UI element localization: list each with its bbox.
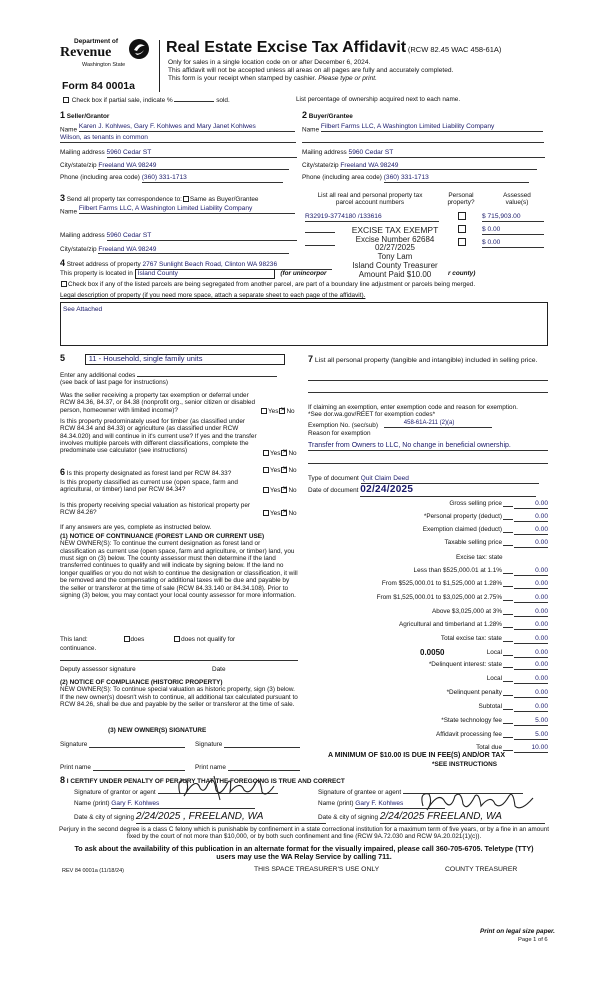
exemption-text: If claiming an exemption, enter exemption code and reason for exemption. *See dor.wa.gov/REET for exemption codes* [308, 404, 518, 419]
additional-codes-field[interactable] [137, 376, 277, 377]
grantor-sig-row: Signature of grantor or agent [74, 789, 278, 796]
stamp-line6: Amount Paid $10.00 [358, 270, 432, 280]
grantee-date-field[interactable]: 2/24/2025 FREELAND, WA [380, 811, 545, 824]
perjury-note: Perjury in the second degree is a class C felony which is punishable by confinement in a state correctional institution for a maximum term of five years, or by a fine in an amount fixed by the court of not more than $10,000, or by both such confinement and fine (RCW 9A.72.030 and RCW 9A.20.021(1)(c)). [59, 826, 549, 841]
grantee-name-row: Name (print) Gary F. Kohlwes [318, 800, 445, 809]
calc-row-0-leader [503, 506, 513, 507]
calc-row-0-value[interactable]: 0.00 [514, 500, 548, 509]
parcel-line-2[interactable] [305, 232, 335, 233]
doc-date-row: Date of document 02/24/2025 [308, 484, 536, 497]
section5-row: 5 11 - Household, single family units [60, 353, 285, 365]
excise-state-label: Excise tax: state [456, 554, 503, 561]
stamp-line1: EXCISE TAX EXEMPT [351, 225, 439, 235]
calc2-row-0-value[interactable]: 0.00 [514, 661, 548, 670]
header-divider [159, 40, 160, 92]
assessed-value-3[interactable]: $ 0.00 [482, 239, 544, 248]
header-line3: This form is your receipt when stamped by cashier. Please type or print. [168, 75, 377, 83]
title-ref: (RCW 82.45 WAC 458-61A) [407, 45, 502, 54]
legal-size-note: Print on legal size paper. [480, 928, 555, 935]
parcel-line-3[interactable] [305, 245, 335, 246]
page-title: Real Estate Excise Tax Affidavit [166, 39, 407, 56]
personal-property-checkbox-1[interactable] [458, 212, 466, 220]
seller-phone-row: Phone (including area code) (360) 331-1713 [60, 174, 296, 183]
assessed-value-1[interactable]: $ 715,903.00 [482, 213, 544, 222]
section3-city-row: City/state/zip Freeland WA 98249 [60, 246, 296, 255]
section3-name-field[interactable]: Filbert Farms LLC, A Washington Limited Liability Company [79, 205, 295, 214]
notice1: (1) NOTICE OF CONTINUANCE (FOREST LAND OR CURRENT USE) NEW OWNER(S): To continue the current designation as forest land or classification as current use (open space, farm and agriculture, or timber) land, you must sign on (3) below. The county assessor must then determine if the land transferred continues to qualify and will indicate by signing below. If the land no longer qualifies or you do not wish to continue the designation or classification, it will be removed and the compensating or additional taxes will be due and payable by the seller or transferor at the time of sale (RCW 84.33.140 or 84.34.108). Prior to signing (3) below, you may contact your local county assessor for more information. [60, 533, 298, 599]
page-title-row [166, 39, 501, 57]
reason-field[interactable]: Transfer from Owners to LLC, No change in beneficial ownership. [308, 442, 548, 451]
forest-question: 6 Is this property designated as forest land per RCW 84.33? [60, 467, 232, 477]
calc-row-1-leader [503, 519, 513, 520]
owner-sig-label-2: Signature [195, 741, 223, 748]
buyer-name-field[interactable]: Filbert Farms LLC, A Washington Limited Liability Company [321, 123, 543, 132]
buyer-city-field[interactable]: Freeland WA 98249 [340, 162, 537, 171]
exemption-question: Was the seller receiving a property tax exemption or deferral under RCW 84.36, 84.37, or 84.38 (nonprofit org., senior citizen or disabled person, homeowner with limited income)? [60, 392, 256, 414]
calc2-row-1-label: Local [486, 675, 502, 682]
grantee-sig-row: Signature of grantee or agent [318, 789, 523, 796]
grantor-name-field[interactable]: Gary F. Kohlwes [111, 800, 255, 809]
calc-row-0-label: Gross selling price [449, 500, 502, 507]
grantor-signature-image [170, 772, 282, 802]
q5-no-checkbox[interactable] [281, 510, 287, 516]
personal-property-checkbox-3[interactable] [458, 238, 466, 246]
bracket-4-value[interactable]: 0.00 [514, 621, 548, 630]
q2-no-checkbox[interactable] [281, 450, 287, 456]
section7-label: 7 List all personal property (tangible and intangible) included in selling price. [308, 354, 538, 364]
calc-row-3-leader [503, 545, 513, 546]
calc2-row-2-value[interactable]: 0.00 [514, 689, 548, 698]
stamp-line3: 02/27/2025 [374, 243, 416, 253]
local-rate: 0.0050 [420, 648, 445, 657]
buyer-phone-row: Phone (including area code) (360) 331-1713 [302, 174, 544, 183]
bracket-2-label: From $1,525,000.01 to $3,025,000 at 2.75% [376, 594, 502, 601]
buyer-name-row: Name Filbert Farms LLC, A Washington Limited Liability Company [302, 123, 544, 134]
bracket-3-leader [503, 614, 513, 615]
owner-print-label-1: Print name [60, 764, 91, 771]
section3-mail-field[interactable]: 5960 Cedar ST [107, 232, 297, 241]
calc2-row-1-value[interactable]: 0.00 [514, 675, 548, 684]
calc2-row-1-leader [503, 681, 513, 682]
bracket-5-leader [503, 641, 513, 642]
treasurer-stamp [340, 226, 450, 280]
alt-format-note: To ask about the availability of this publication in an alternate format for the visually impaired, please call 360-705-6705. Teletype (TTY) users may use the WA Relay Service by calling 711. [74, 844, 534, 862]
legal-desc-label: Legal description of property (if you need more space, attach a separate sheet to each page of the affidavit). [60, 292, 366, 299]
local-tax-value[interactable]: 0.00 [514, 649, 548, 658]
calc-row-2-value[interactable]: 0.00 [514, 526, 548, 535]
calc2-row-4-value[interactable]: 5.00 [514, 717, 548, 726]
calc2-row-2-leader [503, 695, 513, 696]
reason-line-2[interactable] [308, 463, 548, 464]
bracket-1-label: From $525,000.01 to $1,525,000 at 1.28% [381, 580, 502, 587]
grantee-name-field[interactable]: Gary F. Kohlwes [355, 800, 445, 809]
local-tax-label: Local [486, 649, 502, 656]
section3-mail-row: Mailing address 5960 Cedar ST [60, 232, 296, 241]
bracket-2-value[interactable]: 0.00 [514, 594, 548, 603]
calc-row-2-leader [503, 532, 513, 533]
deputy-sig-line[interactable] [60, 660, 298, 661]
this-land-row: This land: does does not qualify for [60, 636, 236, 643]
revenue-label: Revenue [60, 45, 112, 60]
county-field[interactable]: Island County [135, 269, 275, 279]
parcel-number-field[interactable]: R32919-3774180 /133616 [305, 213, 439, 222]
buyer-name-field-2[interactable] [302, 134, 544, 143]
q3-yes-checkbox[interactable] [263, 467, 269, 473]
page-number: Page 1 of 6 [518, 937, 548, 943]
county-tail: r county) [448, 270, 476, 277]
seller-mail-row: Mailing address 5960 Cedar ST [60, 149, 296, 158]
calc2-row-4-leader [503, 723, 513, 724]
bracket-1-leader [503, 586, 513, 587]
minimum-note: A MINIMUM OF $10.00 IS DUE IN FEE(S) AND/OR TAX [328, 752, 506, 759]
bracket-0-value[interactable]: 0.00 [514, 567, 548, 576]
calc2-row-5-leader [503, 737, 513, 738]
seller-section: 1 Seller/Grantor Name Karen J. Kohlwes, Gary F. Kohlwes and Mary Janet Kohlwes Wilson, as tenants in common Mailing address 5960 Cedar ST City/state/zip Freeland WA 98249 Phone (including area code) (360) 331-1713 [60, 110, 296, 183]
q2-yes-checkbox[interactable] [263, 450, 269, 456]
calc-row-1-value[interactable]: 0.00 [514, 513, 548, 522]
header-line1: Only for sales in a single location code on or after December 6, 2024. [168, 59, 371, 66]
owner-print-label-2: Print name [195, 764, 226, 771]
bracket-5-value[interactable]: 0.00 [514, 635, 548, 644]
buyer-phone-field[interactable]: (360) 331-1713 [384, 174, 529, 183]
buyer-mail-field[interactable]: 5960 Cedar ST [349, 149, 545, 158]
buyer-heading: Buyer/Grantee [308, 113, 353, 120]
certify-row: 8 I CERTIFY UNDER PENALTY OF PERJURY THAT THE FOREGOING IS TRUE AND CORRECT [60, 775, 345, 785]
seller-name-field-2[interactable]: Wilson, as tenants in common [60, 134, 296, 143]
calc2-row-0-label: *Delinquent interest: state [428, 661, 502, 668]
calc2-row-5-value[interactable]: 5.00 [514, 731, 548, 740]
header-instructions [168, 59, 548, 83]
grantee-date-row: Date & city of signing 2/24/2025 FREELAND, WA [318, 811, 545, 824]
calc2-row-2-label: *Delinquent penalty [446, 689, 502, 696]
grantor-date-row: Date & city of signing 2/24/2025 , FREELAND, WA [74, 811, 326, 824]
same-as-buyer-checkbox[interactable] [183, 196, 189, 202]
buyer-section: 2 Buyer/Grantee Name Filbert Farms LLC, A Washington Limited Liability Company Mailing address 5960 Cedar ST City/state/zip Freeland WA 98249 Phone (including area code) (360) 331-1713 [302, 110, 544, 183]
seller-city-row: City/state/zip Freeland WA 98249 [60, 162, 296, 171]
exemption-no-field[interactable]: 458-61A-211 (2)(a) [384, 420, 492, 428]
list-pct-note: List percentage of ownership acquired next to each name. [296, 96, 461, 103]
new-owner-sig-title: (3) NEW OWNER(S) SIGNATURE [108, 727, 207, 734]
header-line2: This affidavit will not be accepted unless all areas on all pages are fully and accurately completed. [168, 67, 454, 75]
calc2-row-3-leader [503, 709, 513, 710]
seller-heading: Seller/Grantor [66, 113, 110, 120]
current-use-question: Is this property classified as current use (open space, farm and agricultural, or timber) land per RCW 84.34? [60, 479, 238, 494]
calc2-row-3-value[interactable]: 0.00 [514, 703, 548, 712]
if-yes-note: If any answers are yes, complete as instructed below. [60, 524, 212, 531]
q3-no-checkbox[interactable] [281, 467, 287, 473]
land-use-code-field[interactable]: 11 - Household, single family units [85, 354, 285, 365]
street-address-field[interactable]: 2767 Sunlight Beach Road, Clinton WA 98236 [142, 261, 332, 270]
section4-located-row: This property is located in Island County (for unincorpor [60, 270, 327, 277]
calc2-row-6-value[interactable]: 10.00 [514, 744, 548, 753]
exemption-yesno: Yes✕ No [260, 408, 295, 415]
partial-sale-row [62, 97, 230, 104]
exemption-no-row: Exemption No. (sec/sub) 458-61A-211 (2)(a) [308, 420, 492, 429]
historic-question: Is this property receiving special valuation as historical property per RCW 84.26? [60, 502, 251, 517]
q1-yes-checkbox[interactable] [261, 408, 267, 414]
bracket-0-label: Less than $525,000.01 at 1.1% [413, 567, 502, 574]
q5-yes-checkbox[interactable] [263, 510, 269, 516]
segregated-row: Check box if any of the listed parcels are being segregated from another parcel, are part of a boundary line adjustment or parcels being merged. [60, 281, 475, 288]
current-use-yesno: Yes✕ No [262, 487, 297, 494]
bracket-4-label: Agricultural and timberland at 1.28% [398, 621, 502, 628]
calc-row-2-label: Exemption claimed (deduct) [422, 526, 502, 533]
personal-property-line-2[interactable] [308, 392, 548, 393]
bracket-5-label: Total excise tax: state [440, 635, 502, 642]
segregated-checkbox[interactable] [61, 281, 67, 287]
state-label: Washington State [82, 62, 126, 68]
forest-yesno: Yes✕ No [262, 467, 297, 474]
revenue-swirl-icon [128, 38, 150, 60]
calc2-row-6-label: Total due [476, 744, 502, 751]
partial-sale-checkbox[interactable] [63, 97, 69, 103]
stamp-line5: Island County Treasurer [352, 261, 438, 271]
doc-type-field[interactable]: Quit Claim Deed [361, 475, 539, 484]
seller-name-field[interactable]: Karen J. Kohlwes, Gary F. Kohlwes and Mary Janet Kohlwes [79, 123, 295, 132]
historic-yesno: Yes✕ No [262, 510, 297, 517]
continuance-label: continuance. [60, 645, 97, 652]
legal-description-field[interactable]: See Attached [60, 302, 548, 346]
notice2: (2) NOTICE OF COMPLIANCE (HISTORIC PROPERTY) NEW OWNER(S): To continue special valuation as historic property, sign (3) below. If the new owner(s) doesn't wish to continue, all additional tax calculated pursuant to RCW 84.26, shall be due and payable by the seller or transferor at the time of sale. [60, 679, 298, 709]
bracket-3-value[interactable]: 0.00 [514, 608, 548, 617]
calc-row-3-label: Taxable selling price [444, 539, 502, 546]
local-tax-leader [503, 655, 513, 656]
see-instructions: *SEE INSTRUCTIONS [432, 761, 497, 768]
calc2-row-5-label: Affidavit processing fee [436, 731, 502, 738]
deputy-label: Deputy assessor signature [60, 666, 136, 673]
seller-city-field[interactable]: Freeland WA 98249 [98, 162, 289, 171]
timber-yesno: Yes✕ No [262, 450, 297, 457]
revenue-logo [60, 38, 155, 82]
treasurer-use: THIS SPACE TREASURER'S USE ONLY [254, 866, 380, 873]
q4-no-checkbox[interactable] [281, 487, 287, 493]
section3-name-row: Name Filbert Farms LLC, A Washington Limited Liability Company [60, 205, 296, 216]
dept-label: Department of [74, 38, 119, 45]
calc-row-1-label: *Personal property (deduct) [423, 513, 502, 520]
stamp-line2: Excise Number 62684 [355, 234, 435, 244]
personal-property-line-1[interactable] [308, 380, 548, 381]
assessed-value-2[interactable]: $ 0.00 [482, 226, 544, 235]
seller-mail-field[interactable]: 5960 Cedar ST [107, 149, 297, 158]
sold-label: sold. [216, 97, 230, 104]
calc2-row-3-label: Subtotal [478, 703, 502, 710]
deputy-date-label: Date [212, 666, 226, 673]
does-not-checkbox[interactable] [174, 636, 180, 642]
q4-yes-checkbox[interactable] [263, 487, 269, 493]
bracket-0-leader [503, 573, 513, 574]
calc2-row-6-leader [503, 750, 513, 751]
personal-property-checkbox-2[interactable] [458, 225, 466, 233]
bracket-2-leader [503, 600, 513, 601]
section4-street-row: 4 Street address of property 2767 Sunlight Beach Road, Clinton WA 98236 [60, 258, 332, 270]
bracket-3-label: Above $3,025,000 at 3% [432, 608, 502, 615]
buyer-mail-row: Mailing address 5960 Cedar ST [302, 149, 544, 158]
partial-sale-label: Check box if partial sale, indicate % [71, 97, 173, 104]
additional-codes-row: Enter any additional codes (see back of last page for instructions) [60, 372, 296, 387]
grantor-date-field[interactable]: 2/24/2025 , FREELAND, WA [136, 811, 326, 824]
calc-row-3-value[interactable]: 0.00 [514, 539, 548, 548]
form-number: Form 84 0001a [62, 80, 135, 92]
seller-phone-field[interactable]: (360) 331-1713 [142, 174, 283, 183]
section3: 3 Send all property tax correspondence to: Same as Buyer/Grantee Name Filbert Farms LLC, A Washington Limited Liability Company Mailing address 5960 Cedar ST City/state/zip Freeland WA 98249 [60, 193, 296, 254]
calc2-row-0-leader [503, 667, 513, 668]
rev-number: REV 84 0001a (11/18/24) [62, 868, 124, 874]
parcel-header: List all real and personal property tax parcel account numbers Personal property? Assessed value(s) [317, 192, 531, 207]
section3-city-field[interactable]: Freeland WA 98249 [98, 246, 289, 255]
doc-date-field[interactable]: 02/24/2025 [360, 484, 536, 497]
owner-sig-label-1: Signature [60, 741, 88, 748]
bracket-4-leader [503, 627, 513, 628]
grantor-name-row: Name (print) Gary F. Kohlwes [74, 800, 255, 809]
stamp-line4: Tony Lam [377, 252, 413, 262]
county-treasurer: COUNTY TREASURER [445, 866, 518, 873]
buyer-city-row: City/state/zip Freeland WA 98249 [302, 162, 544, 171]
bracket-1-value[interactable]: 0.00 [514, 580, 548, 589]
seller-name-row: Name Karen J. Kohlwes, Gary F. Kohlwes and Mary Janet Kohlwes [60, 123, 296, 134]
doc-type-row: Type of document Quit Claim Deed [308, 475, 539, 484]
does-checkbox[interactable] [124, 636, 130, 642]
calc2-row-4-label: *State technology fee [441, 717, 502, 724]
q1-no-checkbox[interactable] [279, 408, 285, 414]
partial-pct-field[interactable] [174, 101, 214, 102]
reason-label: Reason for exemption [308, 430, 371, 437]
timber-question: Is this property predominately used for timber (as classified under RCW 84.34 and 84.33) or agriculture (as classified under RCW 84.34.020) and will continue in it's current use? If yes and the transfer involves multiple parcels with different classifications, complete the predominate use calculator (see instructions) [60, 418, 257, 455]
